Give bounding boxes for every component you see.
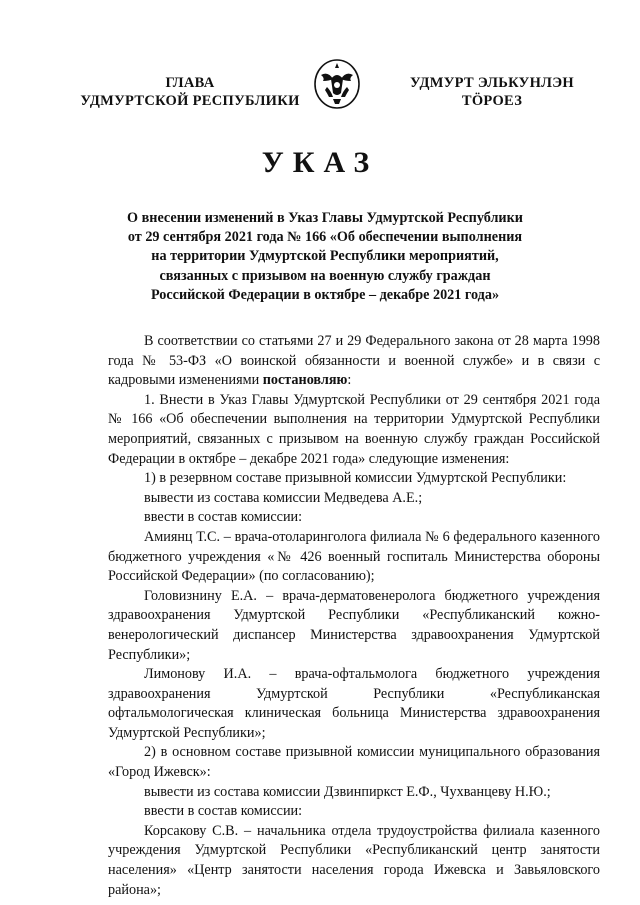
document-title: УКАЗ — [261, 146, 379, 179]
document-body — [108, 332, 600, 900]
paragraph: Корсакову С.В. – начальника отдела трудоустройства филиала казенного учреждения Удмуртской Республики «Республиканский центр занятости населения» «Центр занятости населения города Ижевска и Завьяловского района»; — [108, 822, 600, 898]
decree-keyword: постановляю — [262, 372, 348, 389]
paragraph: вывести из состава комиссии Медведева А.Е.; — [144, 489, 423, 506]
paragraph: Головизнину Е.А. – врача-дерматовенеролога бюджетного учреждения здравоохранения Удмуртской Республики «Республиканский кожно-венерологический диспансер Министерства здравоохранения Удмуртской Республики»; — [108, 587, 600, 663]
subtitle-line: Российской Федерации в октябре – декабре 2021 года» — [150, 286, 500, 303]
issuer-udm-line1: УДМУРТ ЭЛЬКУНЛЭН — [410, 75, 574, 91]
paragraph: ввести в состав комиссии: — [144, 509, 303, 526]
paragraph: 2) в основном составе призывной комиссии муниципального образования «Город Ижевск»: — [108, 744, 600, 781]
paragraph: Амиянц Т.С. – врача-отоларинголога филиала № 6 федерального казенного бюджетного учреждения «№ 426 военный госпиталь Министерства обороны Российской Федерации» (по согласованию); — [108, 528, 600, 585]
issuer-udm-line2: ТӦРОЕЗ — [461, 93, 523, 109]
issuer-udm — [392, 74, 592, 110]
paragraph: ввести в состав комиссии: — [144, 803, 303, 820]
paragraph — [108, 332, 600, 391]
paragraph-text: В соответствии со статьями 27 и 29 Федерального закона от 28 марта 1998 года № 53-ФЗ «О воинской обязанности и военной службе» и в связи с кадровыми изменениями — [108, 333, 600, 389]
issuer-ru — [70, 74, 310, 110]
paragraph-end: : — [347, 372, 352, 389]
document-subtitle — [80, 209, 570, 305]
subtitle-line: О внесении изменений в Указ Главы Удмуртской Республики — [127, 210, 523, 226]
subtitle-line: на территории Удмуртской Республики мероприятий, — [151, 248, 499, 265]
paragraph: 1. Внести в Указ Главы Удмуртской Республики от 29 сентября 2021 года № 166 «Об обеспечении выполнения на территории Удмуртской Республики мероприятий, связанных с призывом на военную службу граждан Российской Федерации в октябре – декабре 2021 года» следующие изменения: — [108, 391, 600, 467]
subtitle-line: от 29 сентября 2021 года № 166 «Об обеспечении выполнения — [127, 229, 523, 246]
paragraph: вывести из состава комиссии Дзвинпиркст Е.Ф., Чухванцеву Н.Ю.; — [144, 783, 551, 800]
issuer-ru-line2: УДМУРТСКОЙ РЕСПУБЛИКИ — [80, 93, 300, 109]
issuer-ru-line1: ГЛАВА — [165, 75, 215, 91]
coat-of-arms-icon — [313, 57, 361, 109]
subtitle-line: связанных с призывом на военную службу граждан — [159, 267, 491, 284]
paragraph: Лимонову И.А. – врача-офтальмолога бюджетного учреждения здравоохранения Удмуртской Республики «Республиканская офтальмологическая клиническая больница Министерства здравоохранения Удмуртской Республики»; — [108, 666, 600, 741]
paragraph: 1) в резервном составе призывной комиссии Удмуртской Республики: — [144, 470, 567, 487]
